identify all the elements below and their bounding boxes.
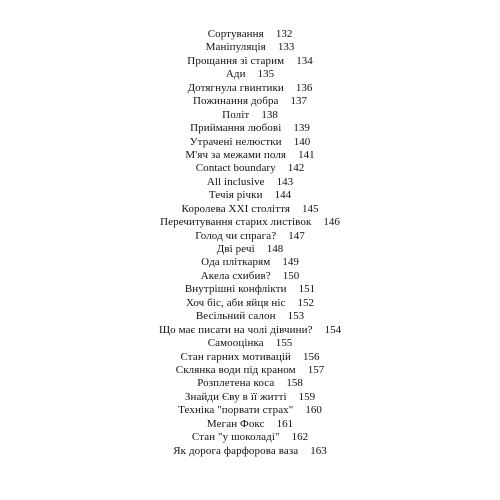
toc-entry-title: All inclusive xyxy=(206,175,265,188)
toc-entry-page-number: 140 xyxy=(293,135,311,148)
toc-entry xyxy=(0,122,500,135)
toc-entry-title: Голод чи спрага? xyxy=(195,229,277,242)
toc-entry xyxy=(0,324,500,337)
toc-entry xyxy=(0,404,500,417)
toc-entry-title: Дотягнула гвинтики xyxy=(187,81,284,94)
toc-entry-title: Акела схибив? xyxy=(200,269,271,282)
toc-entry-title: Пожинання добра xyxy=(192,95,279,108)
toc-entry-page-number: 144 xyxy=(274,189,292,202)
toc-entry-page-number: 152 xyxy=(297,296,314,309)
toc-entry-page-number: 150 xyxy=(282,269,300,282)
toc-entry-page-number: 142 xyxy=(287,162,305,175)
toc-entry xyxy=(0,95,500,108)
toc-entry xyxy=(0,41,500,54)
toc-entry-page-number: 149 xyxy=(282,256,299,269)
toc-entry-title: Ади xyxy=(225,68,246,81)
toc-entry-title: Хоч біс, аби яйця ніс xyxy=(186,296,286,309)
toc-entry-page-number: 155 xyxy=(275,337,293,350)
toc-entry xyxy=(0,162,500,175)
toc-entry xyxy=(0,364,500,377)
toc-entry-page-number: 133 xyxy=(277,41,295,54)
toc-entry xyxy=(0,230,500,243)
toc-entry xyxy=(0,418,500,431)
toc-entry xyxy=(0,149,500,162)
toc-entry-title: Як дорога фарфорова ваза xyxy=(173,444,299,457)
toc-entry-title: Склянка води під краном xyxy=(175,363,296,376)
toc-entry-title: Прощання зі старим xyxy=(187,54,285,67)
toc-entry xyxy=(0,337,500,350)
toc-entry-title: Приймання любові xyxy=(190,122,282,135)
toc-entry-title: Розплетена коса xyxy=(197,377,275,390)
toc-entry xyxy=(0,270,500,283)
toc-entry-title: Королева XXI століття xyxy=(181,202,291,215)
toc-entry-page-number: 159 xyxy=(298,390,316,403)
toc-entry-page-number: 141 xyxy=(298,148,315,161)
toc-entry xyxy=(0,391,500,404)
toc-entry-page-number: 160 xyxy=(305,404,322,417)
toc-entry-title: Стан "у шоколаді" xyxy=(191,431,280,444)
toc-entry-title: Що має писати на чолі дівчини? xyxy=(158,323,313,336)
toc-entry xyxy=(0,283,500,296)
toc-entry-title: Утрачені нелюстки xyxy=(189,135,282,148)
table-of-contents xyxy=(0,28,500,458)
toc-entry-page-number: 145 xyxy=(302,202,319,215)
toc-entry-page-number: 156 xyxy=(302,350,320,363)
toc-entry-title: Техніка "порвати страх" xyxy=(178,404,294,417)
toc-entry-title: Течія річки xyxy=(208,189,263,202)
toc-entry-title: Знайди Єву в її житті xyxy=(184,390,287,403)
toc-entry xyxy=(0,351,500,364)
toc-entry-page-number: 143 xyxy=(276,175,294,188)
toc-entry-title: М'яч за межами поля xyxy=(185,148,287,161)
toc-entry-title: Весільний салон xyxy=(195,310,276,323)
toc-entry-title: Дві речі xyxy=(216,243,255,255)
toc-entry xyxy=(0,256,500,269)
toc-entry-page-number: 132 xyxy=(275,28,293,40)
toc-entry xyxy=(0,136,500,149)
toc-entry-title: Самооцінка xyxy=(207,337,264,350)
toc-entry-page-number: 137 xyxy=(290,95,308,108)
toc-entry xyxy=(0,189,500,202)
toc-entry xyxy=(0,243,500,256)
toc-entry-page-number: 139 xyxy=(293,122,310,135)
toc-entry xyxy=(0,28,500,41)
toc-entry-page-number: 146 xyxy=(323,216,340,229)
toc-entry-page-number: 154 xyxy=(324,323,342,336)
toc-entry-title: Меган Фокс xyxy=(206,417,265,430)
toc-entry-title: Ода пліткарям xyxy=(201,256,271,269)
toc-entry-page-number: 161 xyxy=(276,417,294,430)
toc-entry xyxy=(0,109,500,122)
toc-entry xyxy=(0,176,500,189)
toc-entry-title: Перечитування старих листівок xyxy=(160,216,312,229)
toc-entry xyxy=(0,431,500,444)
toc-entry xyxy=(0,68,500,81)
toc-entry xyxy=(0,82,500,95)
toc-entry-page-number: 157 xyxy=(307,363,325,376)
toc-entry-title: Contact boundary xyxy=(195,162,276,175)
toc-entry xyxy=(0,377,500,390)
toc-entry-title: Сортування xyxy=(207,28,264,40)
toc-entry xyxy=(0,55,500,68)
toc-entry-page-number: 158 xyxy=(286,377,303,390)
toc-entry xyxy=(0,297,500,310)
toc-entry-page-number: 135 xyxy=(257,68,275,81)
toc-entry-title: Політ xyxy=(222,108,250,121)
toc-entry-page-number: 134 xyxy=(296,54,313,67)
toc-entry-page-number: 163 xyxy=(310,444,327,457)
toc-entry-page-number: 148 xyxy=(266,243,284,255)
toc-entry-page-number: 153 xyxy=(287,310,305,323)
toc-entry xyxy=(0,216,500,229)
toc-entry-page-number: 138 xyxy=(261,108,278,121)
toc-entry-page-number: 151 xyxy=(298,283,316,296)
toc-entry-page-number: 136 xyxy=(295,81,313,94)
toc-entry-page-number: 162 xyxy=(291,431,309,444)
toc-entry xyxy=(0,203,500,216)
toc-entry-title: Маніпуляція xyxy=(205,41,266,54)
toc-entry xyxy=(0,445,500,458)
toc-entry-page-number: 147 xyxy=(288,229,305,242)
toc-entry-title: Стан гарних мотивацій xyxy=(180,350,291,363)
toc-entry xyxy=(0,310,500,323)
toc-entry-title: Внутрішні конфлікти xyxy=(184,283,287,296)
